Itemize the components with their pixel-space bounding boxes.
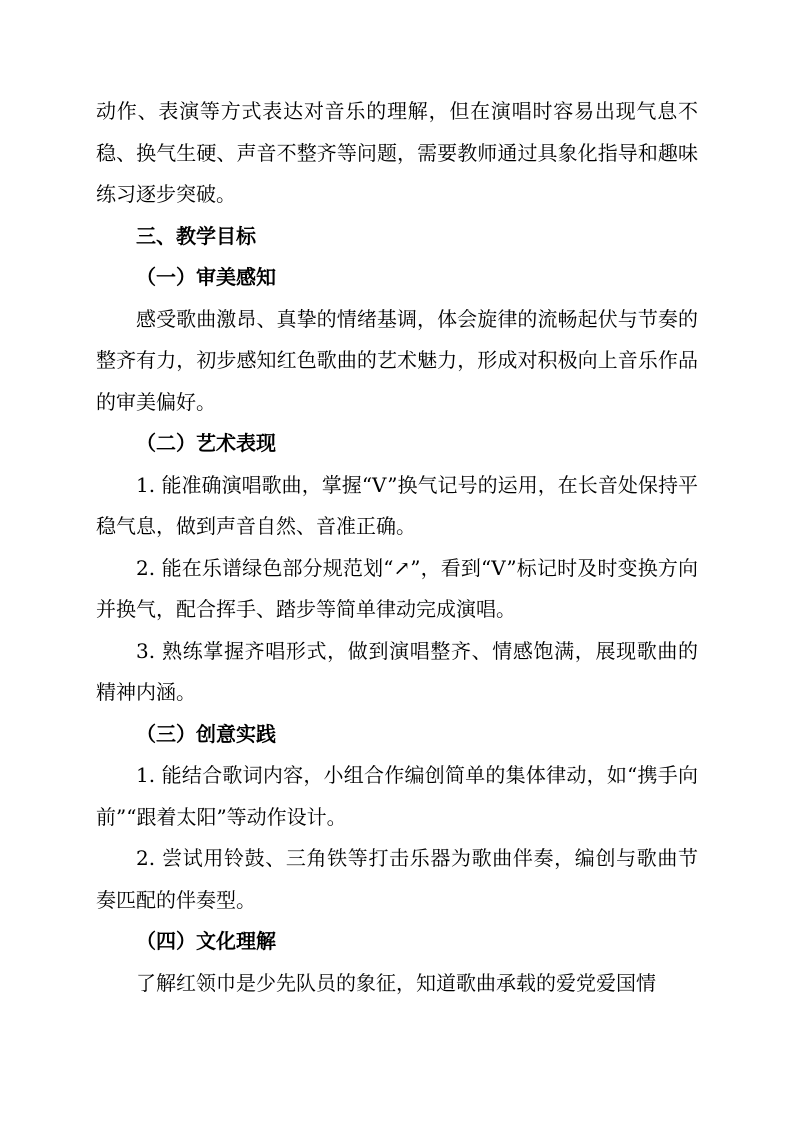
paragraph-artistic-1: 1. 能准确演唱歌曲，掌握“V”换气记号的运用，在长音处保持平稳气息，做到声音自然、音准正确。 bbox=[96, 472, 698, 538]
paragraph-creative-2: 2. 尝试用铃鼓、三角铁等打击乐器为歌曲伴奏，编创与歌曲节奏匹配的伴奏型。 bbox=[96, 846, 698, 912]
subsection-title-aesthetic: （一）审美感知 bbox=[136, 265, 276, 289]
document-body bbox=[96, 91, 698, 1004]
subsection-title-culture: （四）文化理解 bbox=[136, 929, 276, 953]
paragraph-creative-1: 1. 能结合歌词内容，小组合作编创简单的集体律动，如“携手向前”“跟着太阳”等动作设计。 bbox=[96, 763, 698, 829]
paragraph-artistic-3: 3. 熟练掌握齐唱形式，做到演唱整齐、情感饱满，展现歌曲的精神内涵。 bbox=[96, 638, 698, 704]
paragraph-aesthetic: 感受歌曲激昂、真挚的情绪基调，体会旋律的流畅起伏与节奏的整齐有力，初步感知红色歌曲的艺术魅力，形成对积极向上音乐作品的审美偏好。 bbox=[96, 306, 698, 414]
paragraph-culture-1: 了解红领巾是少先队员的象征，知道歌曲承载的爱党爱国情 bbox=[136, 970, 656, 995]
section-title-teaching-goals: 三、教学目标 bbox=[136, 223, 256, 248]
subsection-title-creative: （三）创意实践 bbox=[136, 721, 276, 746]
intro-paragraph: 动作、表演等方式表达对音乐的理解，但在演唱时容易出现气息不稳、换气生硬、声音不整齐等问题，需要教师通过具象化指导和趣味练习逐步突破。 bbox=[96, 99, 698, 206]
paragraph-artistic-2: 2. 能在乐谱绿色部分规范划“↗”，看到“V”标记时及时变换方向并换气，配合挥手、踏步等简单律动完成演唱。 bbox=[96, 555, 698, 621]
subsection-title-artistic: （二）艺术表现 bbox=[136, 431, 276, 455]
